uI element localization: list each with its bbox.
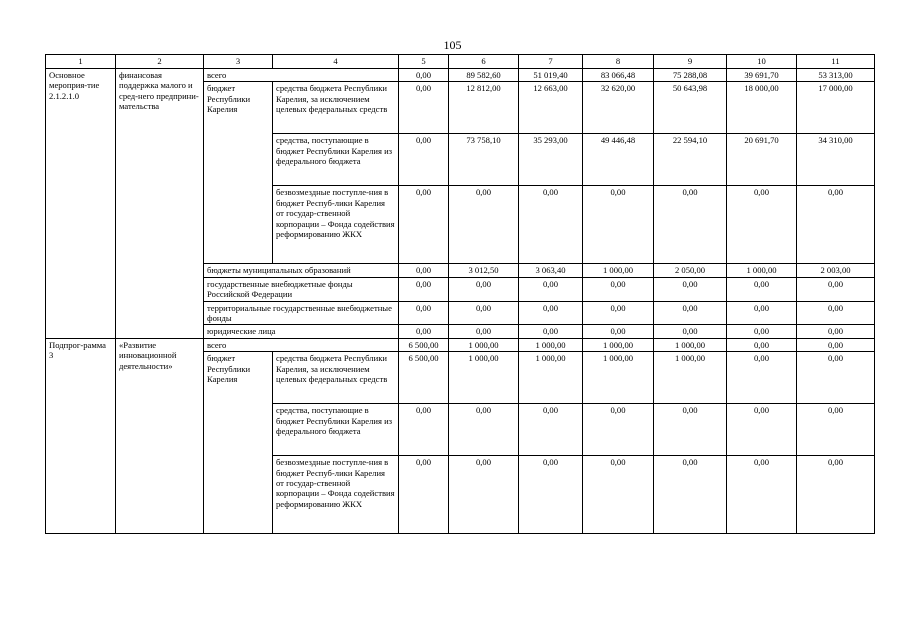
source-label: всего (204, 338, 399, 351)
source-label: всего (204, 69, 399, 82)
program-name: «Развитие инновационной деятельности» (116, 338, 204, 533)
value-cell: 12 663,00 (519, 82, 583, 134)
value-cell: 0,00 (519, 277, 583, 301)
program-status: Подпрог-рамма 3 (46, 338, 116, 533)
source-label: средства бюджета Республики Карелия, за исключением целевых федеральных средств (273, 352, 399, 404)
budget-table (45, 54, 875, 534)
value-cell: 0,00 (583, 301, 654, 325)
value-cell: 0,00 (727, 456, 797, 534)
value-cell: 0,00 (797, 456, 875, 534)
value-cell: 0,00 (583, 325, 654, 338)
value-cell: 0,00 (449, 186, 519, 264)
value-cell: 0,00 (727, 338, 797, 351)
value-cell: 0,00 (399, 325, 449, 338)
value-cell: 0,00 (797, 404, 875, 456)
value-cell: 1 000,00 (583, 264, 654, 277)
value-cell: 0,00 (399, 301, 449, 325)
value-cell: 0,00 (727, 301, 797, 325)
value-cell: 35 293,00 (519, 134, 583, 186)
value-cell: 34 310,00 (797, 134, 875, 186)
column-header: 6 (449, 55, 519, 69)
value-cell: 0,00 (399, 186, 449, 264)
value-cell: 0,00 (399, 134, 449, 186)
value-cell: 0,00 (797, 352, 875, 404)
column-header: 1 (46, 55, 116, 69)
value-cell: 0,00 (797, 325, 875, 338)
value-cell: 49 446,48 (583, 134, 654, 186)
value-cell: 0,00 (519, 325, 583, 338)
value-cell: 0,00 (654, 404, 727, 456)
value-cell: 0,00 (519, 456, 583, 534)
source-label: средства, поступающие в бюджет Республики Карелия из федерального бюджета (273, 404, 399, 456)
column-header: 11 (797, 55, 875, 69)
value-cell: 53 313,00 (797, 69, 875, 82)
value-cell: 1 000,00 (583, 338, 654, 351)
value-cell: 0,00 (449, 325, 519, 338)
column-header: 10 (727, 55, 797, 69)
value-cell: 0,00 (797, 338, 875, 351)
column-header: 8 (583, 55, 654, 69)
source-label: средства бюджета Республики Карелия, за исключением целевых федеральных средств (273, 82, 399, 134)
table-row (46, 69, 875, 82)
value-cell: 22 594,10 (654, 134, 727, 186)
budget-source: бюджет Республики Карелия (204, 352, 273, 534)
value-cell: 0,00 (727, 352, 797, 404)
value-cell: 6 500,00 (399, 352, 449, 404)
value-cell: 0,00 (399, 456, 449, 534)
value-cell: 39 691,70 (727, 69, 797, 82)
source-label: юридические лица (204, 325, 399, 338)
value-cell: 1 000,00 (654, 352, 727, 404)
value-cell: 2 003,00 (797, 264, 875, 277)
value-cell: 0,00 (399, 277, 449, 301)
value-cell: 32 620,00 (583, 82, 654, 134)
value-cell: 1 000,00 (519, 338, 583, 351)
budget-source: бюджет Республики Карелия (204, 82, 273, 264)
value-cell: 0,00 (583, 277, 654, 301)
value-cell: 0,00 (449, 456, 519, 534)
value-cell: 0,00 (797, 277, 875, 301)
value-cell: 0,00 (797, 301, 875, 325)
source-label: безвозмездные поступле-ния в бюджет Респуб-лики Карелия от государ-ственной корпорации – Фонда содействия реформированию ЖКХ (273, 456, 399, 534)
column-header: 9 (654, 55, 727, 69)
value-cell: 3 063,40 (519, 264, 583, 277)
value-cell: 17 000,00 (797, 82, 875, 134)
source-label: бюджеты муниципальных образований (204, 264, 399, 277)
value-cell: 0,00 (583, 404, 654, 456)
program-status: Основное мероприя-тие 2.1.2.1.0 (46, 69, 116, 339)
value-cell: 0,00 (449, 301, 519, 325)
value-cell: 0,00 (654, 456, 727, 534)
program-name: финансовая поддержка малого и сред-него предприни-мательства (116, 69, 204, 339)
value-cell: 0,00 (399, 264, 449, 277)
source-label: средства, поступающие в бюджет Республики Карелия из федерального бюджета (273, 134, 399, 186)
value-cell: 0,00 (727, 325, 797, 338)
page-number: 105 (443, 38, 462, 52)
value-cell: 0,00 (399, 69, 449, 82)
value-cell: 50 643,98 (654, 82, 727, 134)
value-cell: 0,00 (449, 404, 519, 456)
value-cell: 0,00 (654, 325, 727, 338)
value-cell: 1 000,00 (654, 338, 727, 351)
value-cell: 0,00 (654, 301, 727, 325)
value-cell: 0,00 (519, 186, 583, 264)
source-label: безвозмездные поступле-ния в бюджет Респуб-лики Карелия от государ-ственной корпорации – Фонда содействия реформированию ЖКХ (273, 186, 399, 264)
value-cell: 0,00 (727, 404, 797, 456)
column-header: 4 (273, 55, 399, 69)
value-cell: 75 288,08 (654, 69, 727, 82)
value-cell: 89 582,60 (449, 69, 519, 82)
value-cell: 0,00 (727, 186, 797, 264)
value-cell: 0,00 (399, 404, 449, 456)
column-header: 7 (519, 55, 583, 69)
value-cell: 0,00 (583, 186, 654, 264)
column-header: 5 (399, 55, 449, 69)
value-cell: 1 000,00 (519, 352, 583, 404)
value-cell: 0,00 (519, 301, 583, 325)
value-cell: 0,00 (449, 277, 519, 301)
value-cell: 73 758,10 (449, 134, 519, 186)
column-header: 2 (116, 55, 204, 69)
column-header-row (46, 55, 875, 69)
column-header: 3 (204, 55, 273, 69)
value-cell: 51 019,40 (519, 69, 583, 82)
value-cell: 0,00 (519, 404, 583, 456)
value-cell: 1 000,00 (727, 264, 797, 277)
value-cell: 2 050,00 (654, 264, 727, 277)
value-cell: 0,00 (654, 277, 727, 301)
value-cell: 0,00 (583, 456, 654, 534)
value-cell: 20 691,70 (727, 134, 797, 186)
value-cell: 0,00 (797, 186, 875, 264)
value-cell: 1 000,00 (583, 352, 654, 404)
value-cell: 83 066,48 (583, 69, 654, 82)
value-cell: 18 000,00 (727, 82, 797, 134)
value-cell: 0,00 (727, 277, 797, 301)
source-label: территориальные государственные внебюджетные фонды (204, 301, 399, 325)
source-label: государственные внебюджетные фонды Российской Федерации (204, 277, 399, 301)
value-cell: 1 000,00 (449, 352, 519, 404)
value-cell: 6 500,00 (399, 338, 449, 351)
value-cell: 3 012,50 (449, 264, 519, 277)
value-cell: 0,00 (399, 82, 449, 134)
value-cell: 0,00 (654, 186, 727, 264)
table-row (46, 338, 875, 351)
value-cell: 1 000,00 (449, 338, 519, 351)
value-cell: 12 812,00 (449, 82, 519, 134)
